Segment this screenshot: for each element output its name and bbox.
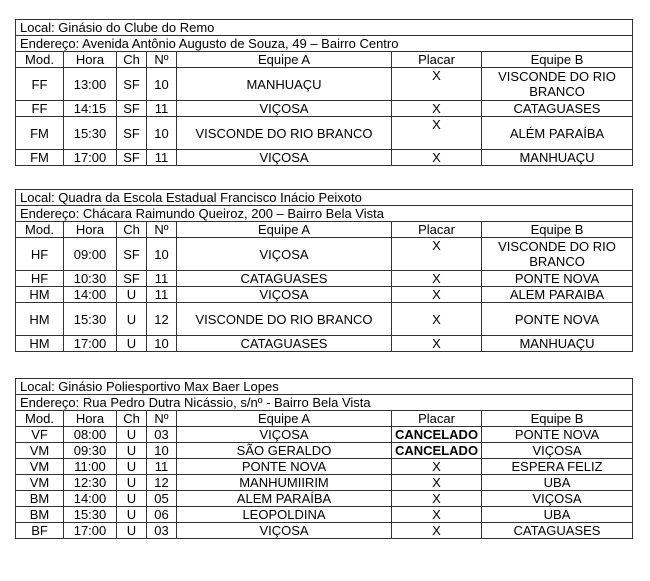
- game-team-a: VIÇOSA: [177, 287, 392, 303]
- game-num: 12: [147, 303, 177, 336]
- game-mod: BM: [16, 491, 64, 507]
- game-mod: FM: [16, 150, 64, 166]
- game-mod: VM: [16, 459, 64, 475]
- game-num: 10: [147, 336, 177, 352]
- game-team-a: CATAGUASES: [177, 336, 392, 352]
- score-cancelled: CANCELADO: [395, 427, 479, 442]
- header-team-a: Equipe A: [177, 52, 392, 68]
- game-mod: FF: [16, 101, 64, 117]
- game-num: 11: [147, 287, 177, 303]
- game-team-b: UBA: [482, 475, 633, 491]
- game-mod: VF: [16, 427, 64, 443]
- game-time: 09:30: [64, 443, 117, 459]
- game-mod: VM: [16, 443, 64, 459]
- game-score: X: [392, 287, 482, 303]
- game-time: 15:30: [64, 507, 117, 523]
- game-num: 03: [147, 523, 177, 539]
- game-row: [16, 459, 633, 475]
- game-num: 10: [147, 238, 177, 271]
- game-row: [16, 336, 633, 352]
- game-ch: U: [117, 459, 147, 475]
- game-score: X: [392, 507, 482, 523]
- game-team-b: VIÇOSA: [482, 443, 633, 459]
- game-num: 11: [147, 150, 177, 166]
- venue-table: [15, 189, 633, 352]
- header-ch: Ch: [117, 411, 147, 427]
- game-ch: U: [117, 523, 147, 539]
- game-row: [16, 523, 633, 539]
- game-mod: FM: [16, 117, 64, 150]
- venue-local: Local: Ginásio do Clube do Remo: [16, 20, 633, 36]
- game-time: 10:30: [64, 271, 117, 287]
- game-score: X: [392, 475, 482, 491]
- game-row: [16, 271, 633, 287]
- header-num: Nº: [147, 411, 177, 427]
- header-mod: Mod.: [16, 411, 64, 427]
- header-score: Placar: [392, 222, 482, 238]
- game-team-a: VIÇOSA: [177, 150, 392, 166]
- game-ch: U: [117, 427, 147, 443]
- game-time: 09:00: [64, 238, 117, 271]
- game-score: X: [392, 68, 482, 101]
- game-row: [16, 238, 633, 271]
- column-header-row: [16, 411, 633, 427]
- game-team-a: MANHUMIIRIM: [177, 475, 392, 491]
- game-num: 06: [147, 507, 177, 523]
- header-num: Nº: [147, 52, 177, 68]
- header-team-b: Equipe B: [482, 411, 633, 427]
- header-score: Placar: [392, 411, 482, 427]
- game-team-b: ESPERA FELIZ: [482, 459, 633, 475]
- header-mod: Mod.: [16, 222, 64, 238]
- game-time: 15:30: [64, 303, 117, 336]
- game-ch: SF: [117, 238, 147, 271]
- game-score: X: [392, 336, 482, 352]
- venue-local-row: [16, 20, 633, 36]
- header-hora: Hora: [64, 411, 117, 427]
- game-team-b: VISCONDE DO RIO BRANCO: [482, 238, 633, 271]
- game-time: 11:00: [64, 459, 117, 475]
- game-ch: U: [117, 443, 147, 459]
- game-score: X: [392, 101, 482, 117]
- game-row: [16, 443, 633, 459]
- game-score: X: [392, 238, 482, 271]
- header-ch: Ch: [117, 222, 147, 238]
- game-team-a: VISCONDE DO RIO BRANCO: [177, 117, 392, 150]
- game-team-a: MANHUAÇU: [177, 68, 392, 101]
- game-score: X: [392, 150, 482, 166]
- game-team-a: CATAGUASES: [177, 271, 392, 287]
- game-num: 10: [147, 443, 177, 459]
- game-score: [392, 443, 482, 459]
- game-team-a: LEOPOLDINA: [177, 507, 392, 523]
- venue-address: Endereço: Chácara Raimundo Queiroz, 200 – Bairro Bela Vista: [16, 206, 633, 222]
- header-score: Placar: [392, 52, 482, 68]
- venue-address: Endereço: Avenida Antônio Augusto de Souza, 49 – Bairro Centro: [16, 36, 633, 52]
- game-team-b: MANHUAÇU: [482, 150, 633, 166]
- game-num: 10: [147, 68, 177, 101]
- header-num: Nº: [147, 222, 177, 238]
- game-row: [16, 303, 633, 336]
- game-num: 11: [147, 101, 177, 117]
- header-hora: Hora: [64, 52, 117, 68]
- game-team-a: PONTE NOVA: [177, 459, 392, 475]
- game-team-b: ALEM PARAIBA: [482, 287, 633, 303]
- game-team-b: PONTE NOVA: [482, 271, 633, 287]
- header-ch: Ch: [117, 52, 147, 68]
- header-hora: Hora: [64, 222, 117, 238]
- game-row: [16, 150, 633, 166]
- game-time: 13:00: [64, 68, 117, 101]
- venue-address-row: [16, 206, 633, 222]
- game-time: 08:00: [64, 427, 117, 443]
- game-mod: FF: [16, 68, 64, 101]
- header-mod: Mod.: [16, 52, 64, 68]
- game-ch: SF: [117, 101, 147, 117]
- game-team-b: CATAGUASES: [482, 101, 633, 117]
- venue-address-row: [16, 395, 633, 411]
- game-team-b: MANHUAÇU: [482, 336, 633, 352]
- game-ch: U: [117, 303, 147, 336]
- game-ch: U: [117, 287, 147, 303]
- game-time: 14:00: [64, 491, 117, 507]
- game-row: [16, 117, 633, 150]
- game-time: 12:30: [64, 475, 117, 491]
- venue-local-row: [16, 190, 633, 206]
- game-ch: SF: [117, 68, 147, 101]
- game-mod: HF: [16, 271, 64, 287]
- game-score: [392, 427, 482, 443]
- venue-table: [15, 19, 633, 166]
- game-team-a: VIÇOSA: [177, 238, 392, 271]
- game-team-a: VIÇOSA: [177, 101, 392, 117]
- game-row: [16, 475, 633, 491]
- game-ch: SF: [117, 271, 147, 287]
- game-mod: BM: [16, 507, 64, 523]
- column-header-row: [16, 222, 633, 238]
- game-team-b: CATAGUASES: [482, 523, 633, 539]
- column-header-row: [16, 52, 633, 68]
- game-ch: U: [117, 475, 147, 491]
- header-team-b: Equipe B: [482, 222, 633, 238]
- game-num: 12: [147, 475, 177, 491]
- game-time: 15:30: [64, 117, 117, 150]
- game-team-b: PONTE NOVA: [482, 303, 633, 336]
- game-ch: U: [117, 336, 147, 352]
- game-ch: U: [117, 491, 147, 507]
- game-score: X: [392, 303, 482, 336]
- header-team-a: Equipe A: [177, 222, 392, 238]
- venue-table: [15, 378, 633, 539]
- game-row: [16, 68, 633, 101]
- game-num: 11: [147, 459, 177, 475]
- game-mod: VM: [16, 475, 64, 491]
- game-mod: HM: [16, 336, 64, 352]
- game-row: [16, 491, 633, 507]
- score-cancelled: CANCELADO: [395, 443, 479, 458]
- game-team-b: ALÉM PARAÍBA: [482, 117, 633, 150]
- game-time: 14:00: [64, 287, 117, 303]
- game-ch: SF: [117, 117, 147, 150]
- header-team-a: Equipe A: [177, 411, 392, 427]
- game-row: [16, 101, 633, 117]
- game-mod: HF: [16, 238, 64, 271]
- game-time: 14:15: [64, 101, 117, 117]
- game-mod: HM: [16, 287, 64, 303]
- venue-local: Local: Quadra da Escola Estadual Francisco Inácio Peixoto: [16, 190, 633, 206]
- game-num: 11: [147, 271, 177, 287]
- game-num: 10: [147, 117, 177, 150]
- game-score: X: [392, 491, 482, 507]
- game-team-b: VIÇOSA: [482, 491, 633, 507]
- game-row: [16, 507, 633, 523]
- game-team-b: VISCONDE DO RIO BRANCO: [482, 68, 633, 101]
- header-team-b: Equipe B: [482, 52, 633, 68]
- game-score: X: [392, 523, 482, 539]
- game-time: 17:00: [64, 523, 117, 539]
- venue-local: Local: Ginásio Poliesportivo Max Baer Lopes: [16, 379, 633, 395]
- venue-local-row: [16, 379, 633, 395]
- game-num: 03: [147, 427, 177, 443]
- game-team-a: VIÇOSA: [177, 427, 392, 443]
- game-num: 05: [147, 491, 177, 507]
- game-time: 17:00: [64, 336, 117, 352]
- game-team-a: VISCONDE DO RIO BRANCO: [177, 303, 392, 336]
- game-mod: HM: [16, 303, 64, 336]
- game-score: X: [392, 271, 482, 287]
- game-team-a: VIÇOSA: [177, 523, 392, 539]
- game-ch: U: [117, 507, 147, 523]
- game-team-a: ALEM PARAÍBA: [177, 491, 392, 507]
- game-team-b: PONTE NOVA: [482, 427, 633, 443]
- game-row: [16, 427, 633, 443]
- venue-address: Endereço: Rua Pedro Dutra Nicássio, s/nº - Bairro Bela Vista: [16, 395, 633, 411]
- venue-address-row: [16, 36, 633, 52]
- game-score: X: [392, 117, 482, 150]
- game-ch: SF: [117, 150, 147, 166]
- game-team-a: SÃO GERALDO: [177, 443, 392, 459]
- game-score: X: [392, 459, 482, 475]
- game-row: [16, 287, 633, 303]
- game-time: 17:00: [64, 150, 117, 166]
- game-team-b: UBA: [482, 507, 633, 523]
- game-mod: BF: [16, 523, 64, 539]
